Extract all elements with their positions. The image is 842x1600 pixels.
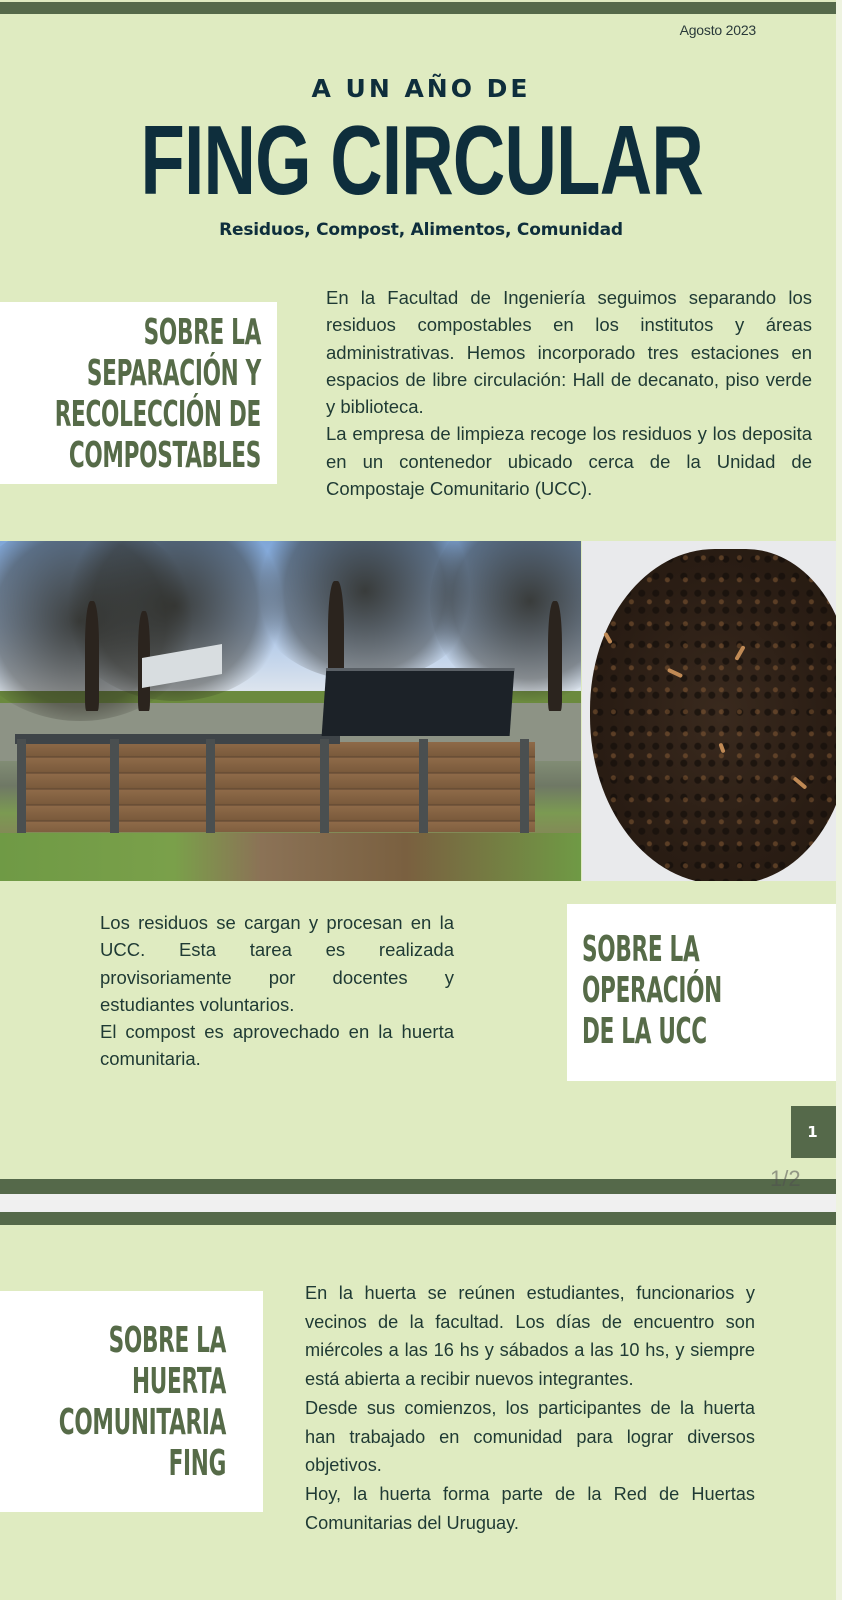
top-accent-bar [0, 1212, 842, 1225]
page-indicator: 1/2 [770, 1166, 801, 1191]
bottom-accent-bar [0, 1179, 842, 1194]
section-heading-box-operacion [567, 904, 842, 1081]
composting-bins-photo [0, 541, 581, 881]
section-heading: SOBRE LA OPERACIÓN DE LA UCC [582, 929, 722, 1052]
top-accent-bar [0, 2, 842, 14]
section-body-huerta: En la huerta se reúnen estudiantes, funcionarios y vecinos de la facultad. Los días de encuentro son miércoles a las 16 hs y sábados a las 10 hs, y siempre está abierta a recibir nuevos integrantes. Desde sus comienzos, los participantes de la huerta han trabajado en comunidad para lograr diversos objetivos. Hoy, la huerta forma parte de la Red de Huertas Comunitarias del Uruguay. [305, 1283, 755, 1533]
page-title: FING CIRCULAR [140, 105, 703, 215]
page-2 [0, 1212, 842, 1600]
page-edge [836, 0, 842, 1600]
section-heading-box-huerta [0, 1291, 263, 1512]
issue-date: Agosto 2023 [679, 22, 756, 38]
section-heading-box-separacion [0, 302, 277, 484]
section-heading: SOBRE LA HUERTA COMUNITARIA FING [58, 1320, 226, 1484]
section-body-separacion: En la Facultad de Ingeniería seguimos separando los residuos compostables en los institutos y áreas administrativas. Hemos incorporado tres estaciones en espacios de libre circulación: Hall de decanato, piso verde y biblioteca. La empresa de limpieza recoge los residuos y los deposita en un contenedor ubicado cerca de la Unidad de Compostaje Comunitario (UCC). [326, 287, 812, 500]
page-number-badge: 1 [791, 1106, 842, 1158]
section-body-operacion: Los residuos se cargan y procesan en la UCC. Esta tarea es realizada provisoriamente por docentes y estudiantes voluntarios. El compost es aprovechado en la huerta comunitaria. [100, 912, 454, 1070]
page-subtitle: Residuos, Compost, Alimentos, Comunidad [219, 220, 623, 240]
compost-pile-photo [582, 541, 842, 881]
title-kicker: A UN AÑO DE [311, 74, 531, 103]
section-heading: SOBRE LA SEPARACIÓN Y RECOLECCIÓN DE COMPOSTABLES [54, 312, 261, 476]
